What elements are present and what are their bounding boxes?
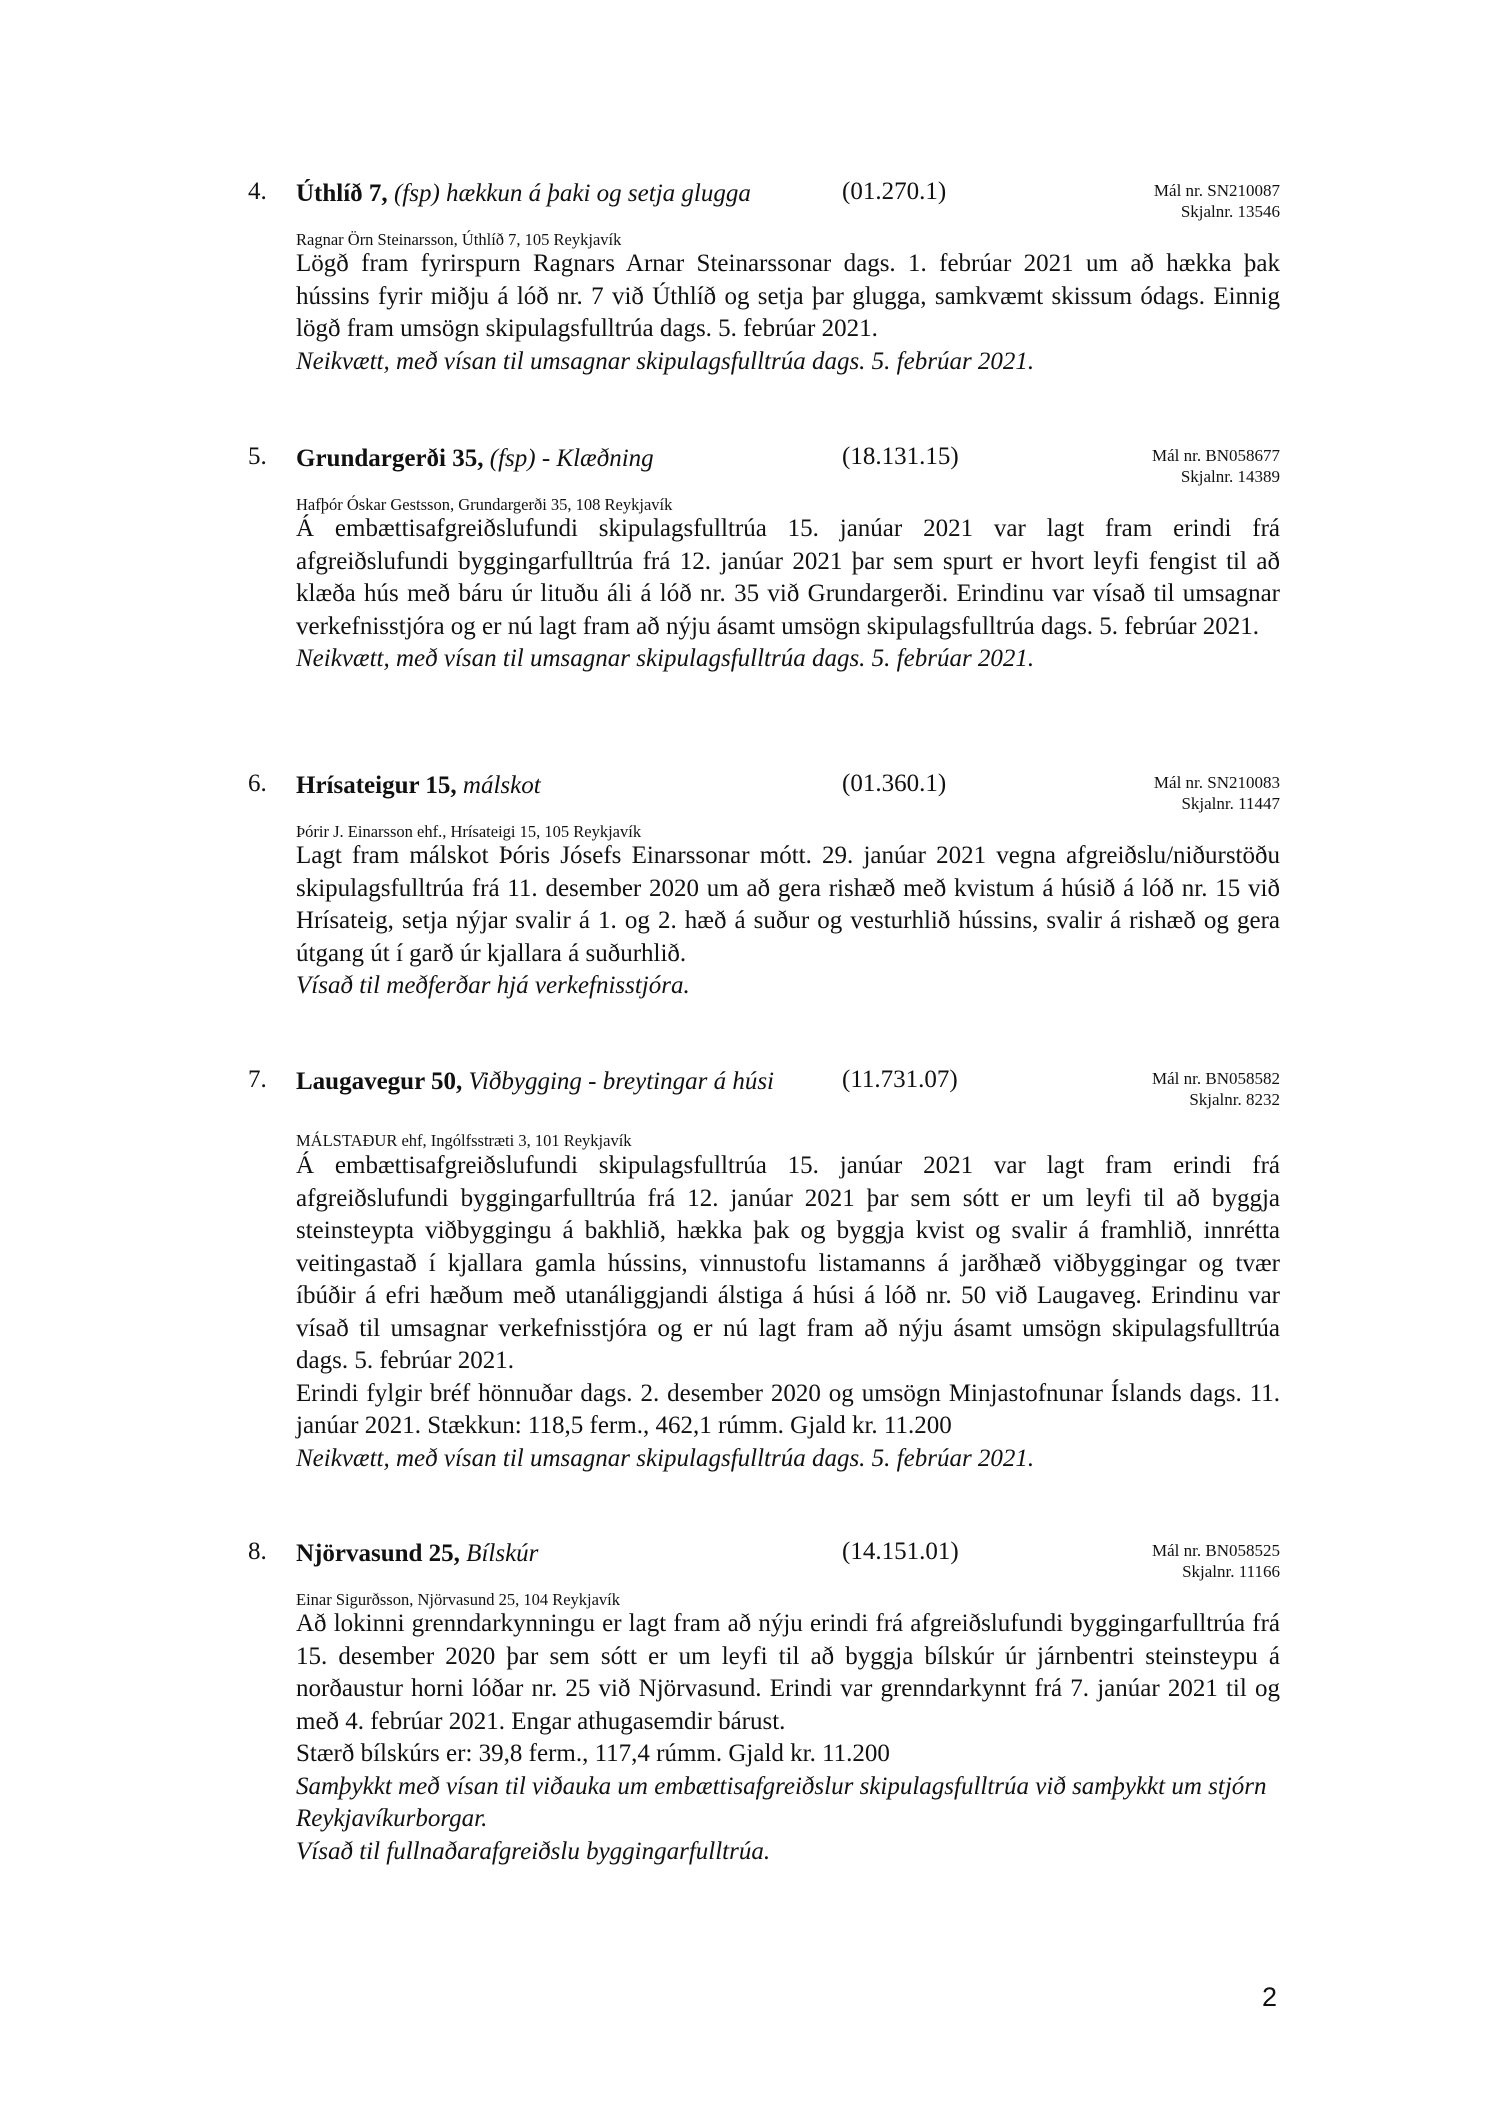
item-address: Laugavegur 50, — [296, 1068, 463, 1095]
item-paragraph: Á embættisafgreiðslufundi skipulagsfulltrúa 15. janúar 2021 var lagt fram erindi frá afgreiðslufundi byggingarfulltrúa frá 12. janúar 2021 þar sem spurt er hvort leyfi fengist til að klæða hús með báru úr lituðu áli á lóð nr. 35 við Grundargerði. Erindinu var vísað til umsagnar verkefnisstjóra og er nú lagt fram að nýju ásamt umsögn skipulagsfulltrúa dags. 5. febrúar 2021. — [296, 515, 1280, 640]
item-land-code: (14.151.01) — [842, 1538, 959, 1565]
item-applicant: MÁLSTAÐUR ehf, Ingólfsstræti 3, 101 Reykjavík — [296, 1131, 632, 1150]
item-subject: Bílskúr — [466, 1540, 539, 1567]
item-number: 4. — [248, 178, 267, 205]
item-applicant: Þórir J. Einarsson ehf., Hrísateigi 15, 105 Reykjavík — [296, 822, 642, 841]
item-land-code: (01.270.1) — [842, 178, 947, 205]
item-applicant: Hafþór Óskar Gestsson, Grundargerði 35, 108 Reykjavík — [296, 495, 673, 514]
item-decision: Vísað til fullnaðarafgreiðslu byggingarfulltrúa. — [296, 1837, 771, 1865]
item-reference — [1154, 180, 1280, 222]
item-paragraph: Lögð fram fyrirspurn Ragnars Arnar Steinarssonar dags. 1. febrúar 2021 um að hækka þak hússins fyrir miðju á lóð nr. 7 við Úthlíð og setja þar glugga, samkvæmt skissum ódags. Einnig lögð fram umsögn skipulagsfulltrúa dags. 5. febrúar 2021. — [296, 250, 1280, 342]
item-body — [296, 1608, 1280, 1868]
item-paragraph: Lagt fram málskot Þóris Jósefs Einarssonar mótt. 29. janúar 2021 vegna afgreiðslu/niðurstöðu skipulagsfulltrúa frá 11. desember 2020 um að gera rishæð með kvistum á húsið á lóð nr. 15 við Hrísateig, setja nýjar svalir á 1. og 2. hæð á suður og vesturhlið hússins, svalir á rishæð og gera útgang út í garð úr kjallara á suðurhlið. — [296, 842, 1280, 967]
document-number: Skjalnr. 14389 — [1180, 467, 1280, 486]
item-number: 7. — [248, 1066, 267, 1093]
item-title — [296, 770, 816, 801]
document-number: Skjalnr. 11447 — [1181, 794, 1280, 813]
case-number: Mál nr. BN058677 — [1152, 446, 1280, 465]
item-reference — [1152, 1068, 1280, 1110]
item-paragraph: Á embættisafgreiðslufundi skipulagsfulltrúa 15. janúar 2021 var lagt fram erindi frá afgreiðslufundi byggingarfulltrúa frá 12. janúar 2021 þar sem sótt er um leyfi til að byggja steinsteypta viðbyggingu á bakhlið, hækka þak og byggja kvist og svalir á framhlið, innrétta veitingastað í kjallara gamla hússins, vinnustofu listamanns á jarðhæð viðbyggingar og tvær íbúðir á efri hæðum með utanáliggjandi álstiga á húsi á lóð nr. 50 við Laugaveg. Erindinu var vísað til umsagnar verkefnisstjóra og er nú lagt fram að nýju ásamt umsögn skipulagsfulltrúa dags. 5. febrúar 2021. — [296, 1152, 1280, 1374]
case-number: Mál nr. SN210083 — [1153, 773, 1280, 792]
item-subject: (fsp) - Klæðning — [489, 445, 654, 472]
item-paragraph: Að lokinni grenndarkynningu er lagt fram að nýju erindi frá afgreiðslufundi byggingarfulltrúa frá 15. desember 2020 þar sem sótt er um leyfi til að byggja bílskúr úr járnbentri steinsteypu á norðaustur horni lóðar nr. 25 við Njörvasund. Erindi var grenndarkynnt frá 7. janúar 2021 til og með 4. febrúar 2021. Engar athugasemdir bárust. — [296, 1610, 1280, 1735]
document-number: Skjalnr. 8232 — [1189, 1090, 1280, 1109]
item-address: Hrísateigur 15, — [296, 772, 457, 799]
item-subject: (fsp) hækkun á þaki og setja glugga — [393, 180, 751, 207]
item-body — [296, 248, 1280, 378]
item-number: 8. — [248, 1538, 267, 1565]
case-number: Mál nr. BN058582 — [1152, 1069, 1280, 1088]
item-subject: Viðbygging - breytingar á húsi — [468, 1068, 775, 1095]
item-body — [296, 840, 1280, 1003]
item-land-code: (18.131.15) — [842, 443, 959, 470]
item-paragraph: Erindi fylgir bréf hönnuðar dags. 2. desember 2020 og umsögn Minjastofnunar Íslands dags. 11. janúar 2021. Stækkun: 118,5 ferm., 462,1 rúmm. Gjald kr. 11.200 — [296, 1379, 1280, 1439]
item-applicant: Einar Sigurðsson, Njörvasund 25, 104 Reykjavík — [296, 1590, 621, 1609]
item-number: 6. — [248, 770, 267, 797]
item-reference — [1152, 445, 1280, 487]
item-applicant: Ragnar Örn Steinarsson, Úthlíð 7, 105 Reykjavík — [296, 230, 622, 249]
item-number: 5. — [248, 443, 267, 470]
item-body — [296, 1150, 1280, 1475]
item-land-code: (01.360.1) — [842, 770, 947, 797]
document-number: Skjalnr. 11166 — [1182, 1562, 1280, 1581]
item-land-code: (11.731.07) — [842, 1066, 958, 1093]
page-number: 2 — [1262, 1982, 1278, 2012]
item-title — [296, 443, 816, 474]
item-decision: Neikvætt, með vísan til umsagnar skipulagsfulltrúa dags. 5. febrúar 2021. — [296, 1444, 1035, 1472]
document-number: Skjalnr. 13546 — [1180, 202, 1280, 221]
item-address: Njörvasund 25, — [296, 1540, 460, 1567]
item-address: Úthlíð 7, — [296, 180, 388, 207]
item-paragraph: Stærð bílskúrs er: 39,8 ferm., 117,4 rúmm. Gjald kr. 11.200 — [296, 1740, 890, 1767]
case-number: Mál nr. SN210087 — [1153, 181, 1280, 200]
item-decision: Neikvætt, með vísan til umsagnar skipulagsfulltrúa dags. 5. febrúar 2021. — [296, 645, 1035, 672]
item-decision: Samþykkt með vísan til viðauka um embættisafgreiðslur skipulagsfulltrúa við samþykkt um stjórn Reykjavíkurborgar. — [296, 1772, 1267, 1832]
item-title — [296, 178, 816, 209]
item-title — [296, 1538, 816, 1569]
item-subject: málskot — [462, 772, 541, 799]
item-reference — [1152, 1540, 1280, 1582]
case-number: Mál nr. BN058525 — [1152, 1541, 1280, 1560]
item-address: Grundargerði 35, — [296, 445, 484, 472]
item-decision: Neikvætt, með vísan til umsagnar skipulagsfulltrúa dags. 5. febrúar 2021. — [296, 347, 1035, 375]
item-decision: Vísað til meðferðar hjá verkefnisstjóra. — [296, 972, 690, 999]
item-title — [296, 1066, 796, 1097]
item-body — [296, 513, 1280, 676]
item-reference — [1154, 772, 1280, 814]
